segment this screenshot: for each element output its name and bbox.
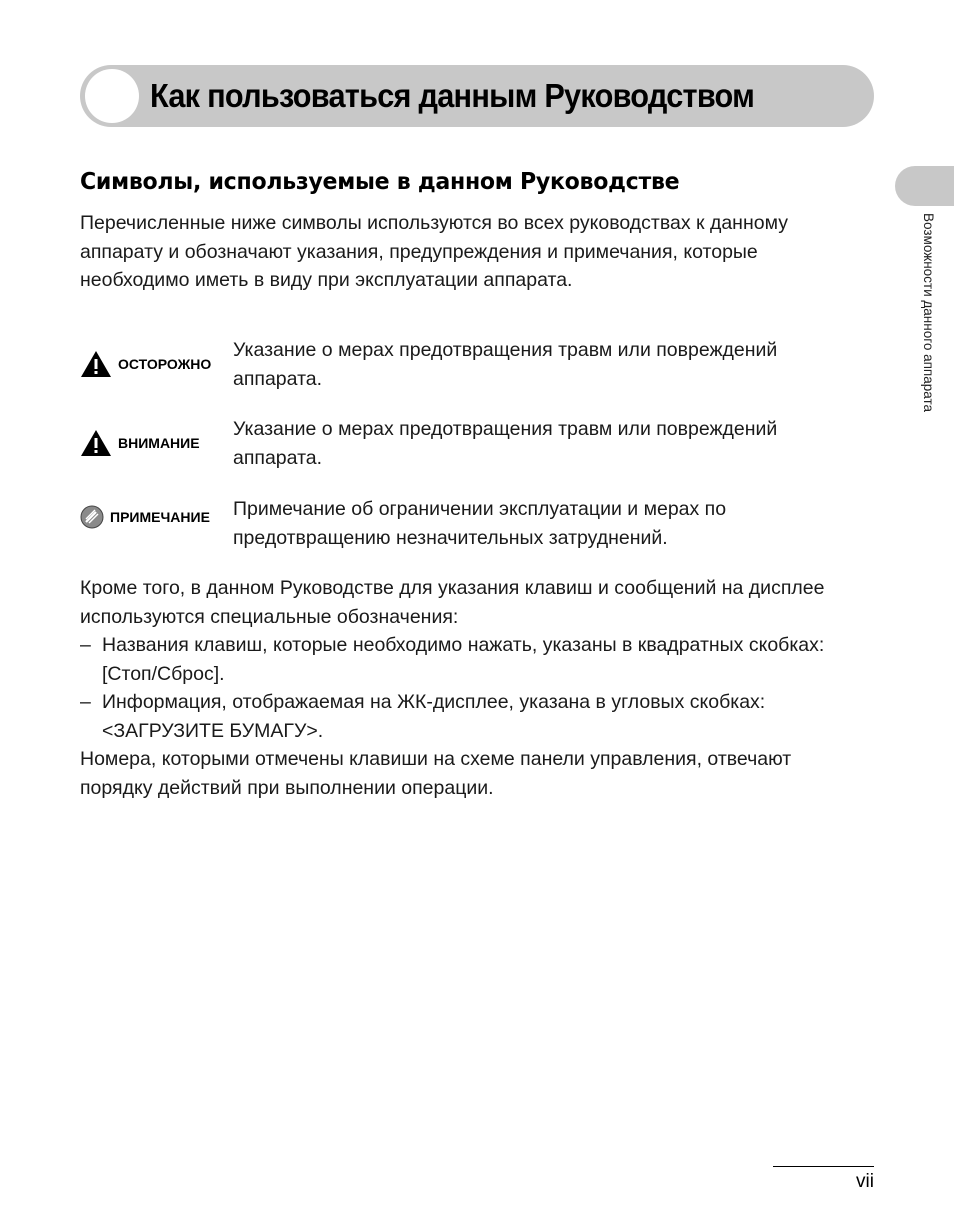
footer-rule — [773, 1166, 874, 1167]
symbol-description — [233, 415, 777, 472]
conventions-line: используются специальные обозначения: — [80, 605, 459, 628]
warning-triangle-icon — [80, 350, 112, 378]
bullet-line: Названия клавиш, которые необходимо нажать, указаны в квадратных скобках: — [102, 634, 825, 656]
conventions-line: Кроме того, в данном Руководстве для указания клавиш и сообщений на дисплее — [80, 577, 825, 599]
symbol-label-text: ОСТОРОЖНО — [118, 356, 212, 372]
symbol-label-attention — [80, 429, 200, 457]
intro-line: аппарату и обозначают указания, предупреждения и примечания, которые — [80, 240, 758, 263]
symbol-label-text: ПРИМЕЧАНИЕ — [110, 509, 210, 525]
intro-paragraph — [80, 209, 880, 295]
outro-line: порядку действий при выполнении операции. — [80, 776, 494, 799]
note-pencil-icon — [80, 505, 104, 529]
description-line: аппарата. — [233, 446, 323, 469]
chapter-title-banner — [80, 65, 874, 127]
symbol-label-caution — [80, 350, 211, 378]
side-tab-label: Возможности данного аппарата — [921, 213, 936, 412]
description-line: Указание о мерах предотвращения травм или повреждений — [233, 339, 778, 361]
description-line: Указание о мерах предотвращения травм или повреждений — [233, 418, 778, 440]
list-item — [80, 688, 765, 745]
bullet-dash: – — [80, 634, 91, 656]
symbol-description — [233, 495, 726, 552]
bullet-line: <ЗАГРУЗИТЕ БУМАГУ>. — [102, 719, 324, 742]
page-title: Как пользоваться данным Руководством — [150, 77, 755, 114]
bullet-text — [102, 631, 824, 688]
bullet-line: Информация, отображаемая на ЖК-дисплее, указана в угловых скобках: — [102, 691, 766, 713]
symbol-description — [233, 336, 777, 393]
bullet-text — [102, 688, 765, 745]
bullet-line: [Стоп/Сброс]. — [102, 662, 225, 685]
intro-line: Перечисленные ниже символы используются во всех руководствах к данному — [80, 212, 788, 234]
side-thumb-tab — [895, 166, 954, 206]
title-circle-ornament — [85, 69, 139, 123]
page-number: vii — [856, 1171, 874, 1192]
conventions-outro — [80, 745, 880, 802]
symbol-label-text: ВНИМАНИЕ — [118, 435, 200, 451]
conventions-intro — [80, 574, 880, 631]
description-line: Примечание об ограничении эксплуатации и мерах по — [233, 498, 727, 520]
list-item — [80, 631, 824, 688]
bullet-dash: – — [80, 691, 91, 713]
symbol-label-note — [80, 505, 210, 529]
description-line: предотвращению незначительных затруднений. — [233, 526, 668, 549]
outro-line: Номера, которыми отмечены клавиши на схеме панели управления, отвечают — [80, 748, 792, 770]
intro-line: необходимо иметь в виду при эксплуатации аппарата. — [80, 269, 573, 291]
warning-triangle-icon — [80, 429, 112, 457]
section-heading: Символы, используемые в данном Руководстве — [80, 169, 680, 195]
description-line: аппарата. — [233, 367, 323, 390]
